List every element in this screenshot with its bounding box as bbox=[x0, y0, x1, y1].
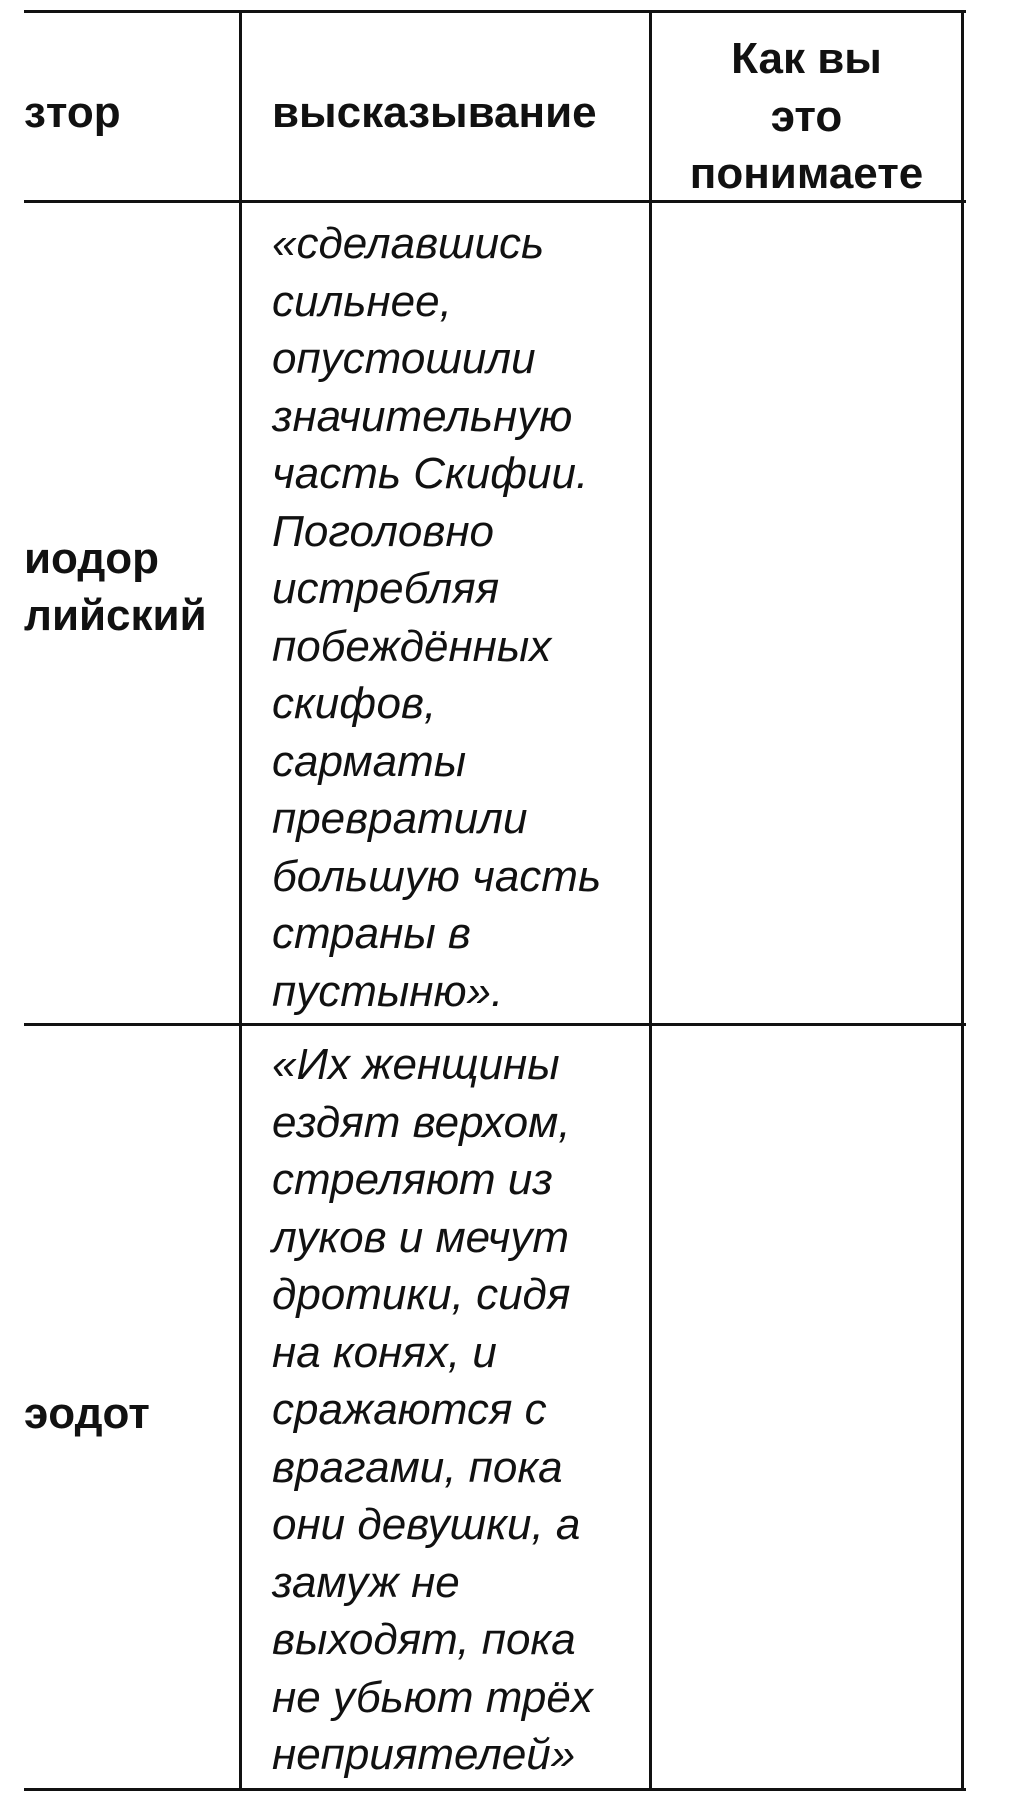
column-divider-author bbox=[239, 10, 242, 1791]
quote-line: «сделавшись bbox=[272, 219, 545, 268]
header-understanding-line: Как вы bbox=[731, 34, 882, 83]
quote-line: скифов, bbox=[272, 679, 437, 728]
author-cell bbox=[24, 530, 207, 644]
table-top-border bbox=[24, 10, 966, 13]
quote-cell bbox=[272, 215, 601, 1020]
header-understanding-line: это bbox=[770, 91, 843, 141]
table-bottom-border bbox=[24, 1788, 966, 1791]
understanding-cell[interactable] bbox=[652, 203, 961, 1023]
header-statement: высказывание bbox=[272, 88, 597, 137]
quote-line: сарматы bbox=[272, 736, 467, 786]
quote-line: замуж не bbox=[272, 1557, 460, 1607]
quote-line: большую часть bbox=[272, 851, 602, 901]
quote-line: истребляя bbox=[272, 564, 500, 613]
quote-line: сильнее, bbox=[272, 276, 452, 326]
quote-line: ездят верхом, bbox=[272, 1097, 571, 1147]
quote-line: не убьют трёх bbox=[272, 1672, 593, 1722]
quote-line: на конях, и bbox=[272, 1327, 497, 1377]
author-line: эодот bbox=[24, 1389, 150, 1438]
quote-line: часть Скифии. bbox=[272, 449, 589, 498]
quote-line: выходят, пока bbox=[272, 1615, 576, 1664]
quote-line: дротики, сидя bbox=[272, 1270, 571, 1319]
author-line: иодор bbox=[24, 534, 160, 583]
quote-line: значительную bbox=[272, 391, 573, 441]
quote-line: «Их женщины bbox=[272, 1040, 560, 1089]
quote-line: побеждённых bbox=[272, 621, 552, 671]
quote-line: луков и мечут bbox=[272, 1212, 570, 1262]
quote-line: врагами, пока bbox=[272, 1442, 563, 1492]
quote-line: превратили bbox=[272, 794, 528, 843]
quote-line: опустошили bbox=[272, 334, 536, 383]
author-line: лийский bbox=[24, 591, 207, 640]
quote-cell bbox=[272, 1036, 593, 1784]
understanding-cell[interactable] bbox=[652, 1026, 961, 1788]
quote-line: сражаются с bbox=[272, 1385, 547, 1434]
header-author: зтор bbox=[24, 88, 121, 137]
quote-line: Поголовно bbox=[272, 506, 494, 556]
quote-line: пустыню». bbox=[272, 966, 504, 1016]
quote-line: они девушки, а bbox=[272, 1500, 581, 1549]
quote-line: стреляют из bbox=[272, 1155, 553, 1204]
quote-line: неприятелей» bbox=[272, 1730, 576, 1779]
header-understanding bbox=[652, 30, 961, 203]
quote-line: страны в bbox=[272, 909, 471, 958]
author-cell bbox=[24, 1385, 150, 1442]
header-understanding-line: понимаете bbox=[689, 149, 924, 198]
table-right-border bbox=[961, 10, 964, 1791]
